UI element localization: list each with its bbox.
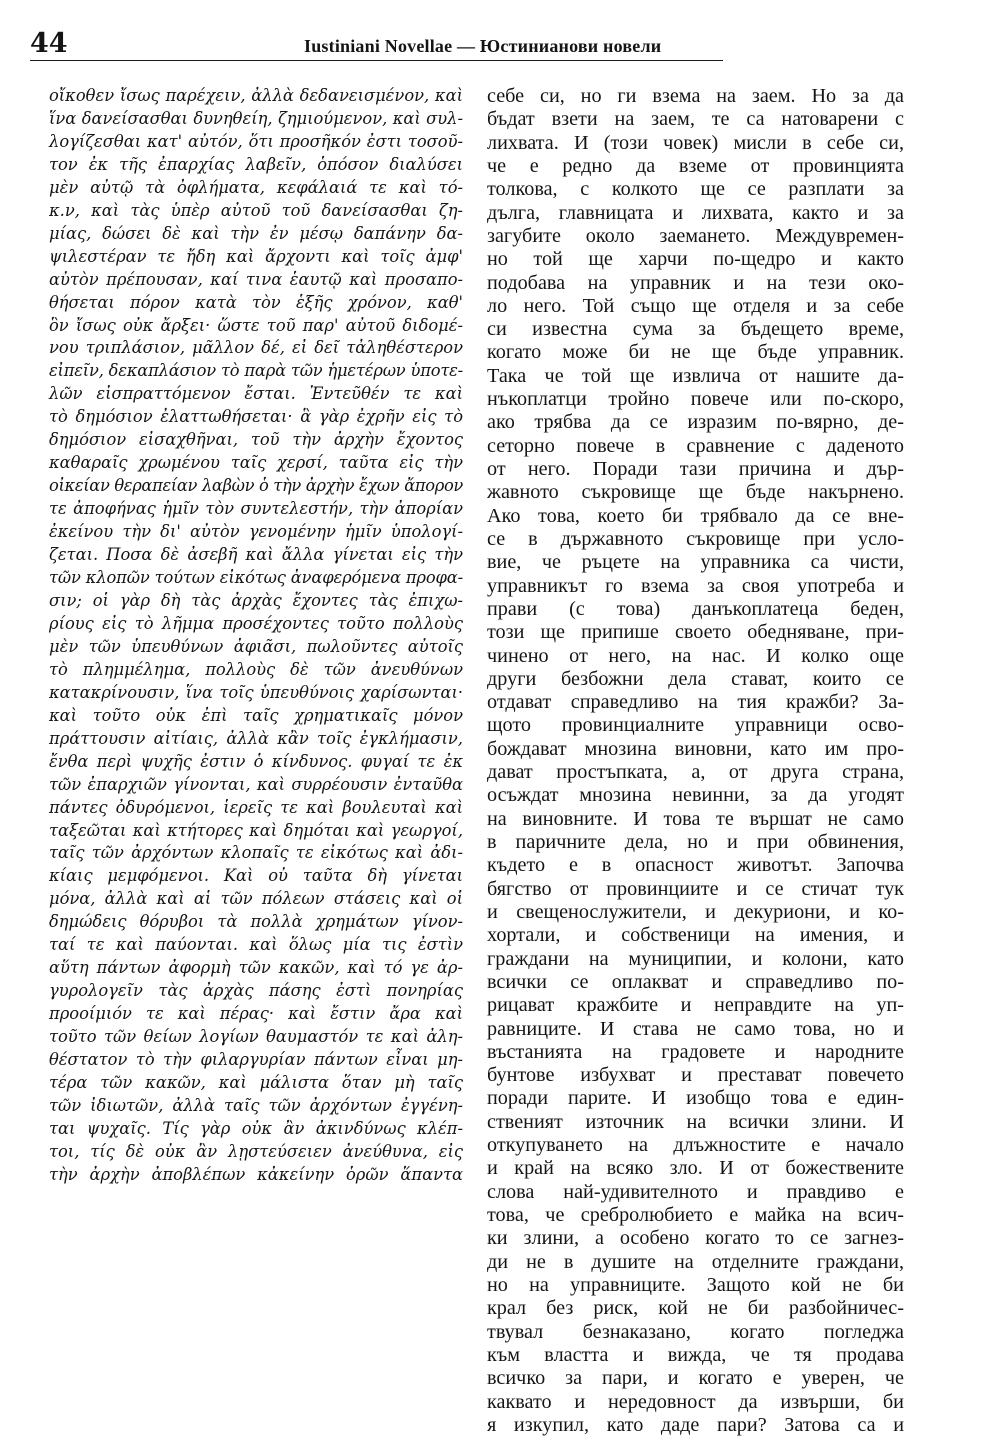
bulgarian-text-line: граждани на муниципии, и колони, като xyxy=(487,947,904,970)
bulgarian-text-line: си известна сума за бъдещето време, xyxy=(487,318,904,341)
bulgarian-text-line: слова най-удивителното и правдиво е xyxy=(487,1180,904,1203)
bulgarian-text-line: лихвата. И (този човек) мисли в себе си, xyxy=(487,131,904,154)
bulgarian-text-line: към властта и вижда, че тя продава xyxy=(487,1343,904,1366)
greek-text-line: δημώδεις θόρυβοι τὰ πολλὰ χρημάτων γίνον- xyxy=(49,912,463,932)
greek-text-line: τῶν κλοπῶν τούτων εἰκότως ἀναφερόμενα προφα- xyxy=(49,568,463,588)
bulgarian-text-line: управникът го взема за своя употреба и xyxy=(487,574,904,597)
greek-text-line: κ.ν, καὶ τὰς ὑπὲρ αὐτοῦ τοῦ δανείσασθαι ζη- xyxy=(49,200,463,220)
bulgarian-text-line: на виновните. И това те вършат не само xyxy=(487,807,904,830)
bulgarian-text-line: се в държавното съкровище при усло- xyxy=(487,527,904,550)
greek-text-line: τον ἐκ τῆς ἐπαρχίας λαβεῖν, ὁπόσον διαλύσει xyxy=(49,154,463,174)
bulgarian-text-line: Ако това, което би трябвало да се вне- xyxy=(487,504,904,527)
bulgarian-text-line: я изкупил, като даде пари? Затова са и xyxy=(487,1413,904,1436)
bulgarian-text-line: дават простъпката, а, от друга страна, xyxy=(487,761,904,784)
bulgarian-text-line: Така че той ще извлича от нашите да- xyxy=(487,364,904,387)
bulgarian-text-line: ственият източник на всички злини. И xyxy=(487,1110,904,1133)
greek-text-line: δημόσιον εἰσαχθῆναι, τοῦ τὴν ἀρχὴν ἔχοντος xyxy=(49,430,463,450)
greek-text-line: τὸ δημόσιον ἐλαττωθήσεται· ἃ γὰρ ἐχρῆν εἰς τὸ xyxy=(49,407,463,427)
bulgarian-translation-column xyxy=(487,85,904,1437)
greek-text-line: ὃν ἴσως οὐκ ἄρξει· ὥστε τοῦ παρ' αὐτοῦ διδομέ- xyxy=(49,315,463,335)
greek-text-line: τὸ πλημμέλημα, πολλοὺς δὲ τῶν ἀνευθύνων xyxy=(49,659,463,679)
greek-text-line: αὐτὸν πρέπουσαν, καί τινα ἑαυτῷ καὶ προσαπο- xyxy=(49,269,463,289)
greek-text-line: μίας, δώσει δὲ καὶ τὴν ἐν μέσῳ δαπάνην δα- xyxy=(49,223,463,243)
bulgarian-text-line: в паричните дела, но и при обвинения, xyxy=(487,831,904,853)
greek-text-line: μὲν αὐτῷ τὰ ὀφλήματα, κεφάλαιά τε καὶ τό- xyxy=(49,177,463,197)
bulgarian-text-line: отдават справедливо на тия кражби? За- xyxy=(487,691,904,714)
bulgarian-text-line: щото провинциалните управници осво- xyxy=(487,714,904,737)
bulgarian-text-line: дълга, главницата и лихвата, както и за xyxy=(487,201,904,224)
greek-text-line: μόνα, ἀλλὰ καὶ αἱ τῶν πόλεων στάσεις καὶ οἱ xyxy=(49,889,463,909)
greek-text-line: σιν; οἱ γὰρ δὴ τὰς ἀρχὰς ἔχοντες τὰς ἐπιχω- xyxy=(49,590,463,610)
bulgarian-text-line: този ще припише своето обедняване, при- xyxy=(487,621,904,644)
bulgarian-text-line: други безбожни дела стават, които се xyxy=(487,667,904,690)
bulgarian-text-line: ако трябва да се изразим по-вярно, де- xyxy=(487,411,904,434)
bulgarian-text-line: толкова, с колкото ще се разплати за xyxy=(487,178,904,201)
bulgarian-text-line: жавното съкровище ще бъде накърнено. xyxy=(487,481,904,504)
greek-text-line: κίαις μεμφόμενοι. Καὶ οὐ ταῦτα δὴ γίνεται xyxy=(49,866,463,886)
bulgarian-text-line: каквато и нередовност да извърши, би xyxy=(487,1390,904,1413)
bulgarian-text-line: когато може би не ще бъде управник. xyxy=(487,341,904,364)
bulgarian-text-line: бождават мнозина виновни, като им про- xyxy=(487,737,904,760)
greek-text-line: τοι, τίς δὲ οὐκ ἂν λῃστεύσειεν ἀνεύθυνα, εἰς xyxy=(49,1141,463,1161)
greek-text-line: οἴκοθεν ἴσως παρέχειν, ἀλλὰ δεδανεισμένον, καὶ xyxy=(49,86,463,105)
bulgarian-text-line: ди не в душите на отделните граждани, xyxy=(487,1250,904,1273)
greek-text-line: κατακρίνουσιν, ἵνα τοῖς ὑπευθύνοις χαρίσωνται· xyxy=(49,682,463,702)
greek-text-line: τέρα τῶν κακῶν, καὶ μάλιστα ὅταν μὴ ταῖς xyxy=(49,1072,463,1092)
greek-text-line: ρίους εἰς τὸ λῆμμα προσέχοντες τοῦτο πολλοὺς xyxy=(49,613,463,633)
bulgarian-text-line: от него. Поради тази причина и дър- xyxy=(487,458,904,480)
greek-text-line: γυρολογεῖν τὰς ἀρχὰς πάσης ἐστὶ πονηρίας xyxy=(49,981,463,1001)
greek-text-column xyxy=(49,85,463,1187)
greek-text-line: προοίμιόν τε καὶ πέρας· καὶ ἔστιν ἄρα καὶ xyxy=(49,1004,463,1024)
bulgarian-text-line: бъдат взети на заем, те са натоварени с xyxy=(487,108,904,131)
bulgarian-text-line: бунтове избухват и престават повечето xyxy=(487,1064,904,1087)
greek-text-line: αὕτη πάντων ἀφορμὴ τῶν κακῶν, καὶ τό γε ἀρ- xyxy=(49,958,463,978)
bulgarian-text-line: ки злини, а особено когато то се загнез- xyxy=(487,1227,904,1250)
greek-text-line: ταί τε καὶ παύονται. καὶ ὅλως μία τις ἐστὶν xyxy=(49,935,463,955)
bulgarian-text-line: всички се оплакват и справедливо по- xyxy=(487,970,904,993)
bulgarian-text-line: ло него. Той също ще отделя и за себе xyxy=(487,294,904,317)
greek-text-line: καὶ τοῦτο οὐκ ἐπὶ ταῖς χρηματικαῖς μόνον xyxy=(49,705,463,725)
bulgarian-text-line: нъкоплатци тройно повече или по-скоро, xyxy=(487,388,904,411)
bulgarian-text-line: откупуването на длъжностите е начало xyxy=(487,1134,904,1157)
greek-text-line: ἐκείνου τὴν δι' αὐτὸν γενομένην ἡμῖν ὑπολογί- xyxy=(49,522,463,542)
greek-text-line: μὲν τῶν ὑπευθύνων ἀφιᾶσι, πωλοῦντες αὐτοῖς xyxy=(49,636,463,656)
bulgarian-text-line: крал без риск, кой не би разбойничес- xyxy=(487,1297,904,1320)
greek-text-line: ἔνθα περὶ ψυχῆς ἐστιν ὁ κίνδυνος. φυγαί τε ἐκ xyxy=(49,751,463,771)
header-rule xyxy=(30,60,723,61)
greek-text-line: οἰκείαν θεραπείαν λαβὼν ὁ τὴν ἀρχὴν ἔχων ἄπορον xyxy=(49,476,463,496)
bulgarian-text-line: равниците. И става не само това, но и xyxy=(487,1017,904,1040)
greek-text-line: ζεται. Ποσα δὲ ἀσεβῆ καὶ ἄλλα γίνεται εἰς τὴν xyxy=(49,545,463,565)
bulgarian-text-line: хортали, и собственици на имения, и xyxy=(487,924,904,947)
bulgarian-text-line: поради парите. И изобщо това е един- xyxy=(487,1087,904,1110)
page-header xyxy=(30,28,730,62)
bulgarian-text-line: прави (с това) данъкоплатеца беден, xyxy=(487,597,904,620)
greek-text-line: τῶν ἐπαρχιῶν γίνονται, καὶ συρρέουσιν ἐνταῦθα xyxy=(49,774,463,794)
greek-text-line: εἰπεῖν, δεκαπλάσιον τὸ παρὰ τῶν ἡμετέρων ὑποτε- xyxy=(49,361,463,381)
greek-text-line: καθαραῖς χρωμένου ταῖς χερσί, ταῦτα εἰς τὴν xyxy=(49,453,463,473)
bulgarian-text-line: чинено от него, на нас. И колко още xyxy=(487,644,904,667)
greek-text-line: θήσεται πόρον κατὰ τὸν ἑξῆς χρόνον, καθ' xyxy=(49,292,463,312)
bulgarian-text-line: всичко за пари, и когато е уверен, че xyxy=(487,1367,904,1390)
bulgarian-text-line: сеторно повече в сравнение с даденото xyxy=(487,434,904,457)
greek-text-line: λῶν εἰσπραττόμενον ἔσται. Ἐντεῦθέν τε καὶ xyxy=(49,384,463,404)
greek-text-line: ταξεῶται καὶ κτήτορες καὶ δημόται καὶ γεωργοί, xyxy=(49,820,463,840)
greek-text-line: νου τριπλάσιον, μᾶλλον δέ, εἰ δεῖ τἀληθέστερον xyxy=(49,338,463,358)
greek-text-line: ταῖς τῶν ἀρχόντων κλοπαῖς τε εἰκότως καὶ ἀδι- xyxy=(49,843,463,863)
greek-text-line: τοῦτο τῶν θείων λογίων θαυμαστόν τε καὶ ἀλη- xyxy=(49,1027,463,1047)
bulgarian-text-line: бягство от провинциите и се стичат тук xyxy=(487,877,904,900)
bulgarian-text-line: но на управниците. Защото кой не би xyxy=(487,1273,904,1296)
greek-text-line: πάντες ὀδυρόμενοι, ἱερεῖς τε καὶ βουλευταὶ καὶ xyxy=(49,797,463,817)
bulgarian-text-line: себе си, но ги взема на заем. Но за да xyxy=(487,85,904,107)
bulgarian-text-line: рицават кражбите и неправдите на уп- xyxy=(487,994,904,1017)
running-title: Iustiniani Novellae — Юстинианови новели xyxy=(304,36,662,56)
bulgarian-text-line: където е в опасност животът. Започва xyxy=(487,854,904,877)
greek-text-line: ψιλεστέραν τε ἤδη καὶ ἄρχοντι καὶ τοῖς ἀμφ' xyxy=(49,246,463,266)
bulgarian-text-line: вие, че ръцете на управника са чисти, xyxy=(487,551,904,574)
greek-text-line: τὴν ἀρχὴν ἀποβλέπων κἀκείνην ὁρῶν ἅπαντα xyxy=(49,1164,463,1184)
greek-text-line: τε ἀποφήνας ἡμῖν τὸν συντελεστήν, τὴν ἀπορίαν xyxy=(49,499,463,519)
bulgarian-text-line: осъждат мнозина невинни, за да угодят xyxy=(487,784,904,807)
bulgarian-text-line: загубите около заемането. Междувремен- xyxy=(487,224,904,247)
bulgarian-text-line: и свещенослужители, и декуриони, и ко- xyxy=(487,900,904,923)
greek-text-line: τῶν ἰδιωτῶν, ἀλλὰ ταῖς τῶν ἀρχόντων ἐγγένη- xyxy=(49,1095,463,1115)
greek-text-line: πράττουσιν αἰτίαις, ἀλλὰ κἂν τοῖς ἐγκλήμασιν, xyxy=(49,728,463,748)
bulgarian-text-line: че е редно да вземе от провинцията xyxy=(487,154,904,177)
bulgarian-text-line: въстанията на градовете и народните xyxy=(487,1040,904,1063)
bulgarian-text-line: това, че сребролюбието е майка на всич- xyxy=(487,1204,904,1226)
bulgarian-text-line: подобава на управник и на тези око- xyxy=(487,271,904,294)
greek-text-line: θέστατον τὸ τὴν φιλαργυρίαν πάντων εἶναι μη- xyxy=(49,1050,463,1070)
greek-text-line: ται ψυχαῖς. Τίς γὰρ οὐκ ἂν ἀκινδύνως κλέπ- xyxy=(49,1118,463,1138)
page-number: 44 xyxy=(30,28,68,59)
bulgarian-text-line: твувал безнаказано, когато погледжа xyxy=(487,1320,904,1343)
bulgarian-text-line: и край на всяко зло. И от божествените xyxy=(487,1157,904,1180)
greek-text-line: λογίζεσθαι κατ' αὐτόν, ὅτι προσῆκόν ἐστι τοσοῦ- xyxy=(49,131,463,151)
greek-text-line: ἵνα δανείσασθαι δυνηθείη, ζημιούμενον, καὶ συλ- xyxy=(49,108,463,128)
bulgarian-text-line: но той ще харчи по-щедро и както xyxy=(487,248,904,271)
